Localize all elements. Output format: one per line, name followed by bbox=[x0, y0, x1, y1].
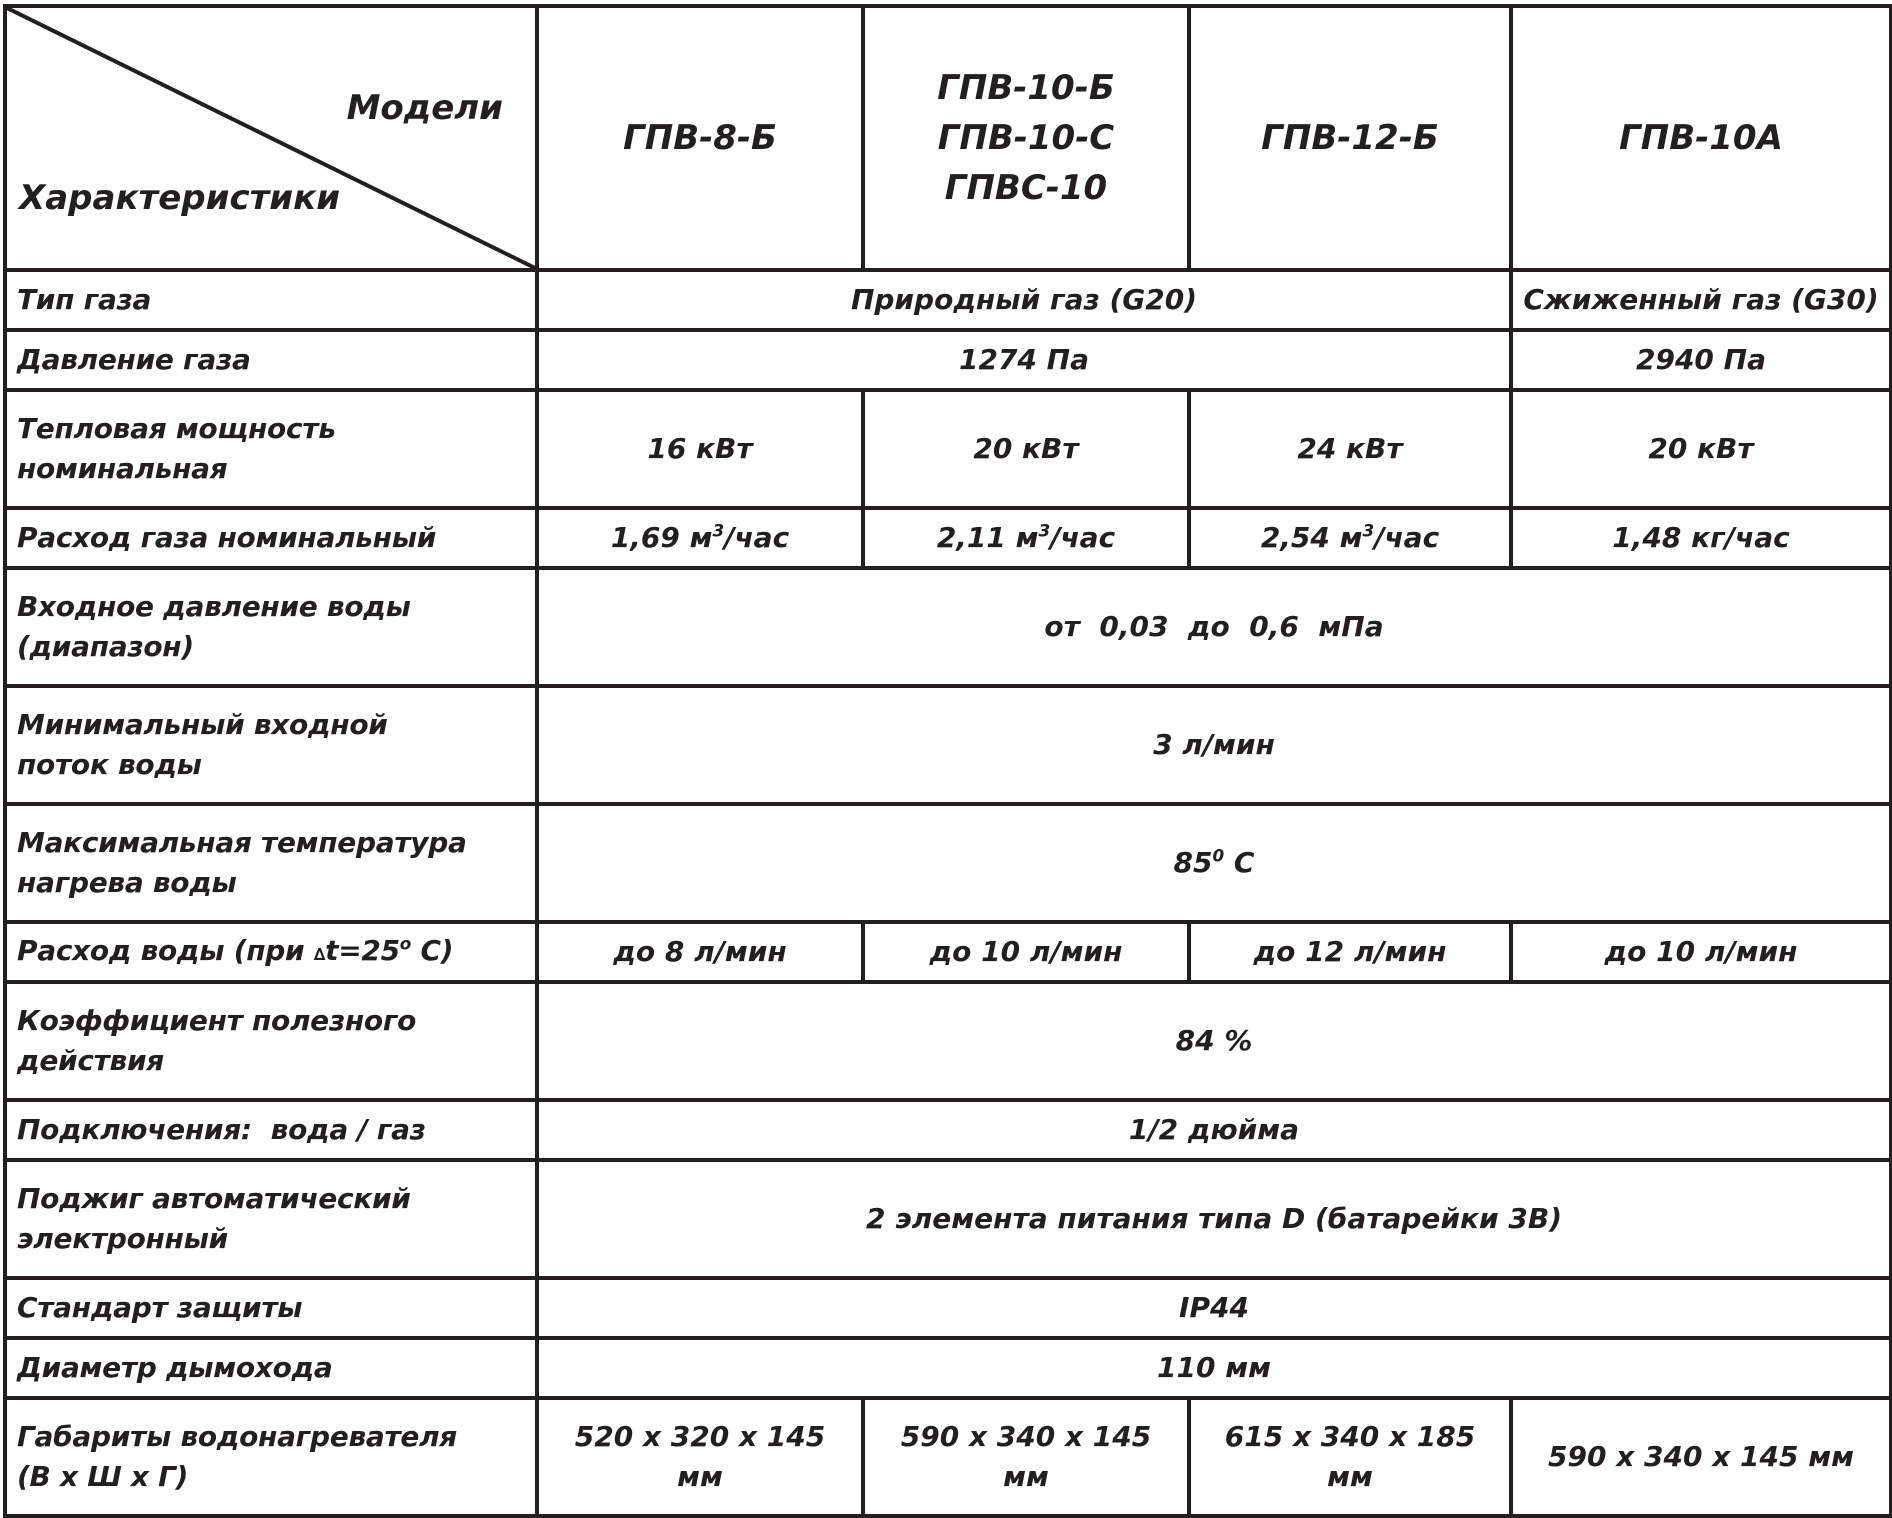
degree-superscript: 0 bbox=[1212, 845, 1225, 866]
value-number: 1,48 кг/час bbox=[1612, 521, 1790, 554]
cell-value: 2940 Па bbox=[1511, 330, 1891, 390]
model-name: ГПВ-10-С bbox=[937, 118, 1115, 158]
cell-value bbox=[1189, 508, 1511, 568]
cell-value: 84 % bbox=[537, 982, 1891, 1100]
model-name: ГПВ-10А bbox=[1619, 118, 1783, 158]
model-name: ГПВ-8-Б bbox=[623, 118, 777, 158]
cell-value: до 10 л/мин bbox=[1511, 922, 1891, 982]
row-label-part: t=25 bbox=[325, 933, 400, 967]
value-superscript: 3 bbox=[712, 520, 725, 541]
model-header-1 bbox=[537, 6, 863, 270]
cell-value: Сжиженный газ (G30) bbox=[1511, 270, 1891, 330]
row-label-line: Поджиг автоматический bbox=[17, 1182, 411, 1215]
cell-value: до 8 л/мин bbox=[537, 922, 863, 982]
row-label bbox=[5, 982, 537, 1100]
header-corner-cell bbox=[5, 6, 537, 270]
row-label-line: Тепловая мощность bbox=[17, 412, 336, 445]
value-superscript: 3 bbox=[1362, 520, 1375, 541]
row-label bbox=[5, 686, 537, 804]
row-label: Диаметр дымохода bbox=[5, 1338, 537, 1398]
cell-value bbox=[863, 508, 1189, 568]
cell-value: 615 х 340 х 185 мм bbox=[1189, 1398, 1511, 1516]
row-label bbox=[5, 390, 537, 508]
row-gas-type bbox=[5, 270, 1891, 330]
row-flue bbox=[5, 1338, 1891, 1398]
cell-value: 20 кВт bbox=[1511, 390, 1891, 508]
model-name: ГПВС-10 bbox=[944, 168, 1108, 208]
cell-value: 16 кВт bbox=[537, 390, 863, 508]
cell-value: до 10 л/мин bbox=[863, 922, 1189, 982]
cell-value: IP44 bbox=[537, 1278, 1891, 1338]
diagonal-divider bbox=[7, 8, 535, 268]
row-label: Тип газа bbox=[5, 270, 537, 330]
degree-superscript: o bbox=[399, 933, 412, 954]
cell-value: 1/2 дюйма bbox=[537, 1100, 1891, 1160]
row-label: Подключения: вода / газ bbox=[5, 1100, 537, 1160]
value-number: 2,11 м bbox=[936, 521, 1039, 554]
model-name: ГПВ-12-Б bbox=[1261, 118, 1439, 158]
row-protection bbox=[5, 1278, 1891, 1338]
row-label-line: действия bbox=[17, 1044, 164, 1077]
value-unit: /час bbox=[1050, 521, 1116, 554]
row-dimensions bbox=[5, 1398, 1891, 1516]
row-ignition bbox=[5, 1160, 1891, 1278]
row-min-flow bbox=[5, 686, 1891, 804]
characteristics-corner-label: Характеристики bbox=[19, 178, 341, 218]
model-header-4 bbox=[1511, 6, 1891, 270]
delta-symbol: ∆ bbox=[313, 943, 326, 964]
value-number: 1,69 м bbox=[610, 521, 713, 554]
value-number: 2,54 м bbox=[1260, 521, 1363, 554]
value-number: 85 bbox=[1173, 846, 1213, 879]
cell-value: 520 х 320 х 145 мм bbox=[537, 1398, 863, 1516]
value-superscript: 3 bbox=[1038, 520, 1051, 541]
row-label-line: (В х Ш х Г) bbox=[17, 1460, 189, 1493]
cell-value: 110 мм bbox=[537, 1338, 1891, 1398]
cell-value: 590 х 340 х 145 мм bbox=[863, 1398, 1189, 1516]
row-label-line: (диапазон) bbox=[17, 630, 194, 663]
row-label-part: C) bbox=[411, 933, 454, 967]
row-label-line: поток воды bbox=[17, 748, 202, 781]
row-label bbox=[5, 1398, 537, 1516]
cell-value bbox=[1511, 508, 1891, 568]
row-label-line: Минимальный входной bbox=[17, 708, 388, 741]
cell-value: Природный газ (G20) bbox=[537, 270, 1511, 330]
row-efficiency bbox=[5, 982, 1891, 1100]
row-label-line: Максимальная температура bbox=[17, 826, 467, 859]
row-max-temp bbox=[5, 804, 1891, 922]
row-gas-consumption bbox=[5, 508, 1891, 568]
row-water-pressure bbox=[5, 568, 1891, 686]
cell-value: до 12 л/мин bbox=[1189, 922, 1511, 982]
cell-value: от 0,03 до 0,6 мПа bbox=[537, 568, 1891, 686]
row-label bbox=[5, 1160, 537, 1278]
header-row bbox=[5, 6, 1891, 270]
cell-value: 590 х 340 х 145 мм bbox=[1511, 1398, 1891, 1516]
row-label-line: Коэффициент полезного bbox=[17, 1004, 417, 1037]
value-unit: /час bbox=[1374, 521, 1440, 554]
row-label bbox=[5, 568, 537, 686]
cell-value: 3 л/мин bbox=[537, 686, 1891, 804]
row-label-line: электронный bbox=[17, 1222, 228, 1255]
model-name: ГПВ-10-Б bbox=[937, 68, 1115, 108]
row-heat-power bbox=[5, 390, 1891, 508]
cell-value: 1274 Па bbox=[537, 330, 1511, 390]
row-label-line: нагрева воды bbox=[17, 866, 237, 899]
row-label: Расход газа номинальный bbox=[5, 508, 537, 568]
specifications-table bbox=[3, 4, 1892, 1518]
row-label-line: Входное давление воды bbox=[17, 590, 411, 623]
models-corner-label: Модели bbox=[346, 88, 503, 128]
model-header-2 bbox=[863, 6, 1189, 270]
row-gas-pressure bbox=[5, 330, 1891, 390]
value-unit: /час bbox=[724, 521, 790, 554]
row-label-line: номинальная bbox=[17, 452, 228, 485]
cell-value: 20 кВт bbox=[863, 390, 1189, 508]
model-header-3 bbox=[1189, 6, 1511, 270]
value-unit: C bbox=[1224, 846, 1255, 879]
row-label bbox=[5, 804, 537, 922]
cell-value: 24 кВт bbox=[1189, 390, 1511, 508]
row-label-part: Расход воды (при bbox=[17, 933, 314, 967]
cell-value bbox=[537, 508, 863, 568]
row-label-line: Габариты водонагревателя bbox=[17, 1420, 457, 1453]
cell-value bbox=[537, 804, 1891, 922]
row-water-flow bbox=[5, 922, 1891, 982]
row-label bbox=[5, 922, 537, 982]
cell-value: 2 элемента питания типа D (батарейки 3В) bbox=[537, 1160, 1891, 1278]
row-label: Стандарт защиты bbox=[5, 1278, 537, 1338]
row-connections bbox=[5, 1100, 1891, 1160]
row-label: Давление газа bbox=[5, 330, 537, 390]
